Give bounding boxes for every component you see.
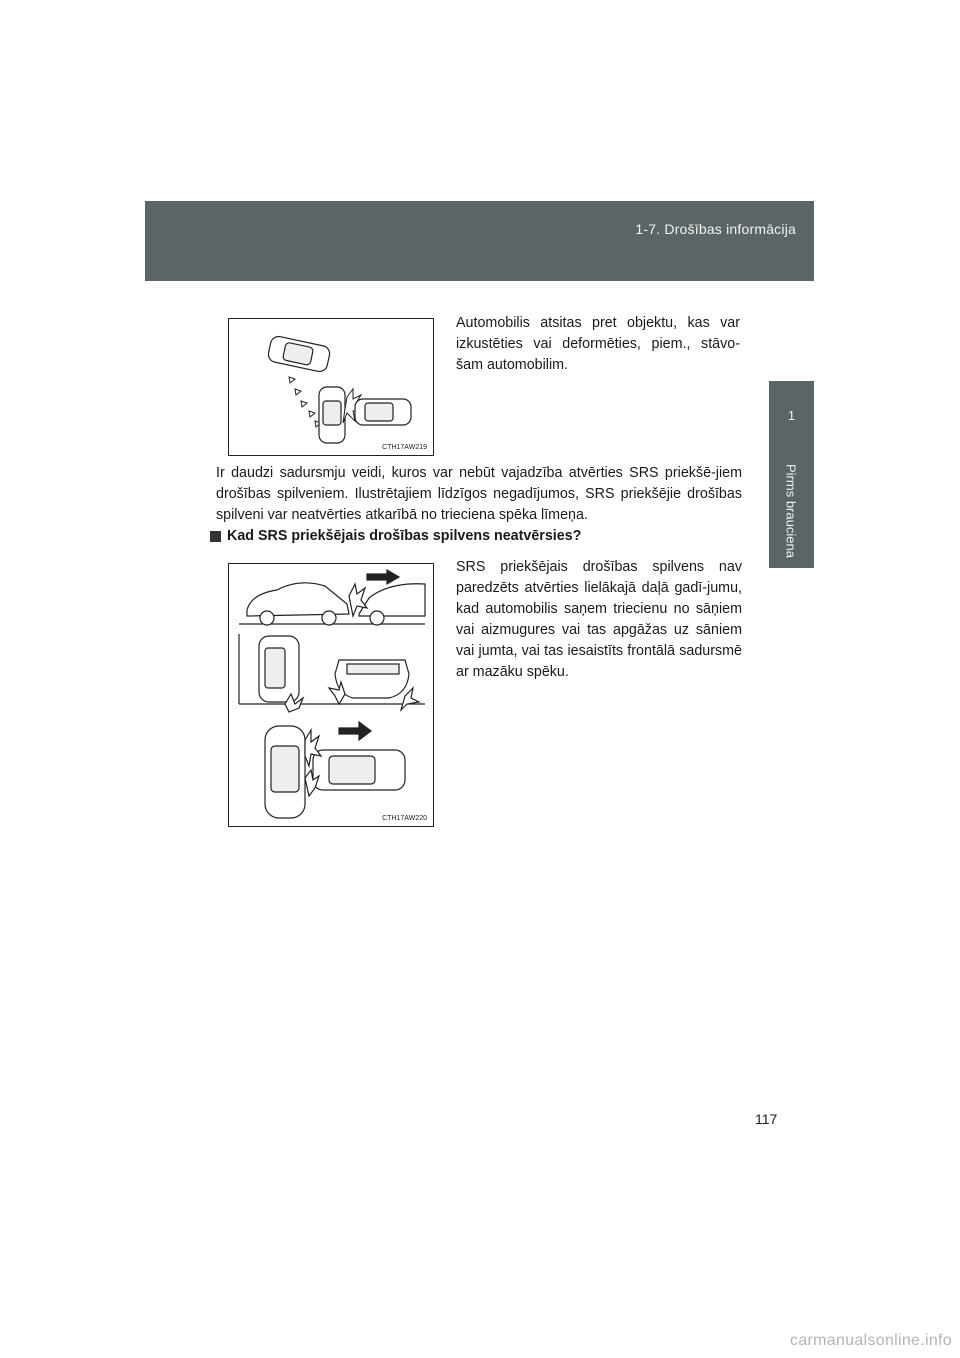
section-header xyxy=(145,201,814,281)
paragraph-non-deployment: SRS priekšējais drošības spilvens nav paredzēts atvērties lielākajā daļā gadī-jumu, kad automobilis saņem triecienu no sāņiem vai aizmugures vai tas apgāžas uz sāniem vai jumta, vai tas iesaistīts frontālā sadursmē ar mazāku spēku. xyxy=(456,559,742,680)
collision-illustration-parked-car xyxy=(228,318,434,456)
moving-car xyxy=(319,387,345,443)
heading-text: Kad SRS priekšējais drošības spilvens neatvērsies? xyxy=(227,528,582,544)
paragraph-collision-types: Ir daudzi sadursmju veidi, kuros var nebūt vajadzība atvērties SRS priekšē-jiem drošības spilveniem. Ilustrētajiem līdzīgos negadījumos, SRS priekšējie drošības spilveni var neatvērties atkarībā no trieciena spēka līmeņa. xyxy=(216,465,742,523)
parked-car xyxy=(355,399,411,425)
skidding-car xyxy=(267,335,331,373)
figure-code: CTH17AW219 xyxy=(382,444,427,451)
non-deployment-drawing xyxy=(229,564,433,826)
side-collision xyxy=(265,722,405,818)
watermark: carmanualsonline.info xyxy=(790,1332,952,1349)
chapter-label: Pirms brauciena xyxy=(783,464,799,558)
motion-arrows xyxy=(289,377,321,427)
chapter-number-tab: 1 xyxy=(769,381,814,449)
collision-drawing xyxy=(229,319,433,455)
airbag-heading xyxy=(210,528,581,544)
section-title: 1-7. Drošības informācija xyxy=(635,221,796,237)
rear-collision xyxy=(239,570,425,625)
roof-rollover xyxy=(329,660,419,710)
figure-code: CTH17AW220 xyxy=(382,815,427,822)
collision-illustration-non-deployment xyxy=(228,563,434,827)
square-bullet-icon xyxy=(210,531,221,542)
page-number: 117 xyxy=(755,1111,778,1127)
paragraph-parked-car: Automobilis atsitas pret objektu, kas var izkustēties vai deformēties, piem., stāvo-šam automobilim. xyxy=(456,315,740,373)
